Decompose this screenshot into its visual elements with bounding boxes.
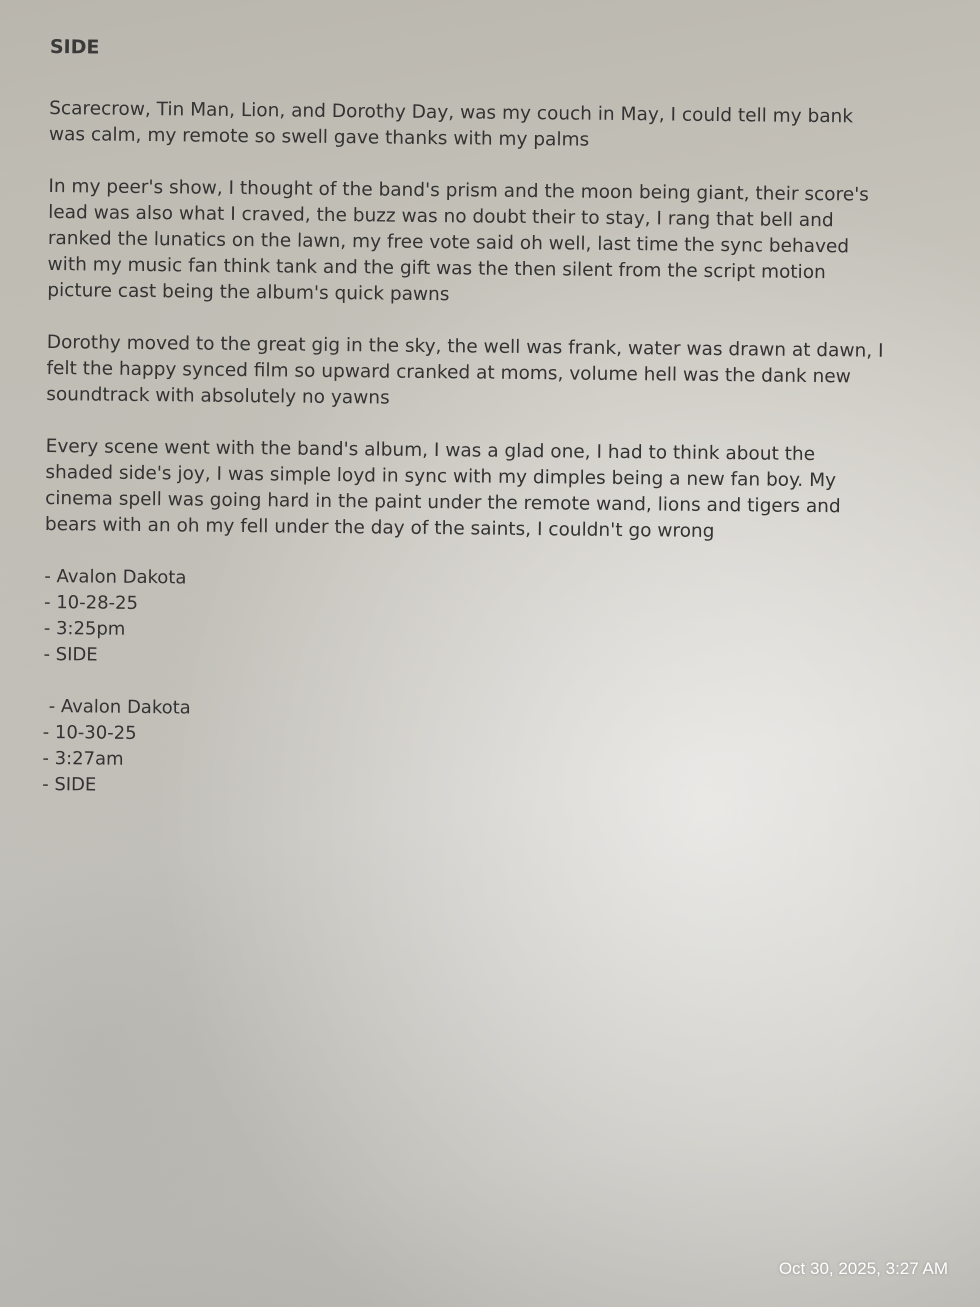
signature-date: - 10-30-25 bbox=[42, 721, 137, 744]
signature-title: - SIDE bbox=[43, 643, 98, 666]
signature-block-2 bbox=[42, 694, 883, 807]
document-body bbox=[42, 36, 890, 833]
signature-author: - Avalon Dakota bbox=[44, 565, 187, 589]
signature-block-1 bbox=[43, 564, 884, 677]
signature-time: - 3:27am bbox=[42, 747, 124, 770]
paragraph-4: Every scene went with the band's album, I was a glad one, I had to think about the shaded side's joy, I was simple loyd in sync with my dimples being a new fan boy. My cinema spell was going hard in the paint under the remote wand, lions and tigers and bears with an oh my fell under the day of the saints, I couldn't go wrong bbox=[44, 435, 841, 542]
signature-date: - 10-28-25 bbox=[43, 591, 139, 614]
photo-timestamp-overlay: Oct 30, 2025, 3:27 AM bbox=[778, 1259, 948, 1278]
signature-author: - Avalon Dakota bbox=[42, 695, 191, 719]
paragraph-1: Scarecrow, Tin Man, Lion, and Dorothy Day, was my couch in May, I could tell my bank was calm, my remote so swell gave thanks with my palms bbox=[48, 97, 854, 151]
document-title: SIDE bbox=[49, 36, 100, 59]
paragraph-3: Dorothy moved to the great gig in the sky, the well was frank, water was drawn at dawn, I felt the happy synced film so upward cranked at moms, volume hell was the dank new soundtrack with absolutely no yawns bbox=[46, 331, 884, 409]
signature-time: - 3:25pm bbox=[43, 617, 126, 640]
paragraph-2: In my peer's show, I thought of the band's prism and the moon being giant, their score's lead was also what I craved, the buzz was no doubt their to stay, I rang that bell and ranked the lunatics on the lawn, my free vote said oh well, last time the sync behaved with my music fan think tank and the gift was the then silent from the script motion picture cast being the album's quick pawns bbox=[47, 175, 869, 306]
signature-title: - SIDE bbox=[42, 773, 97, 796]
